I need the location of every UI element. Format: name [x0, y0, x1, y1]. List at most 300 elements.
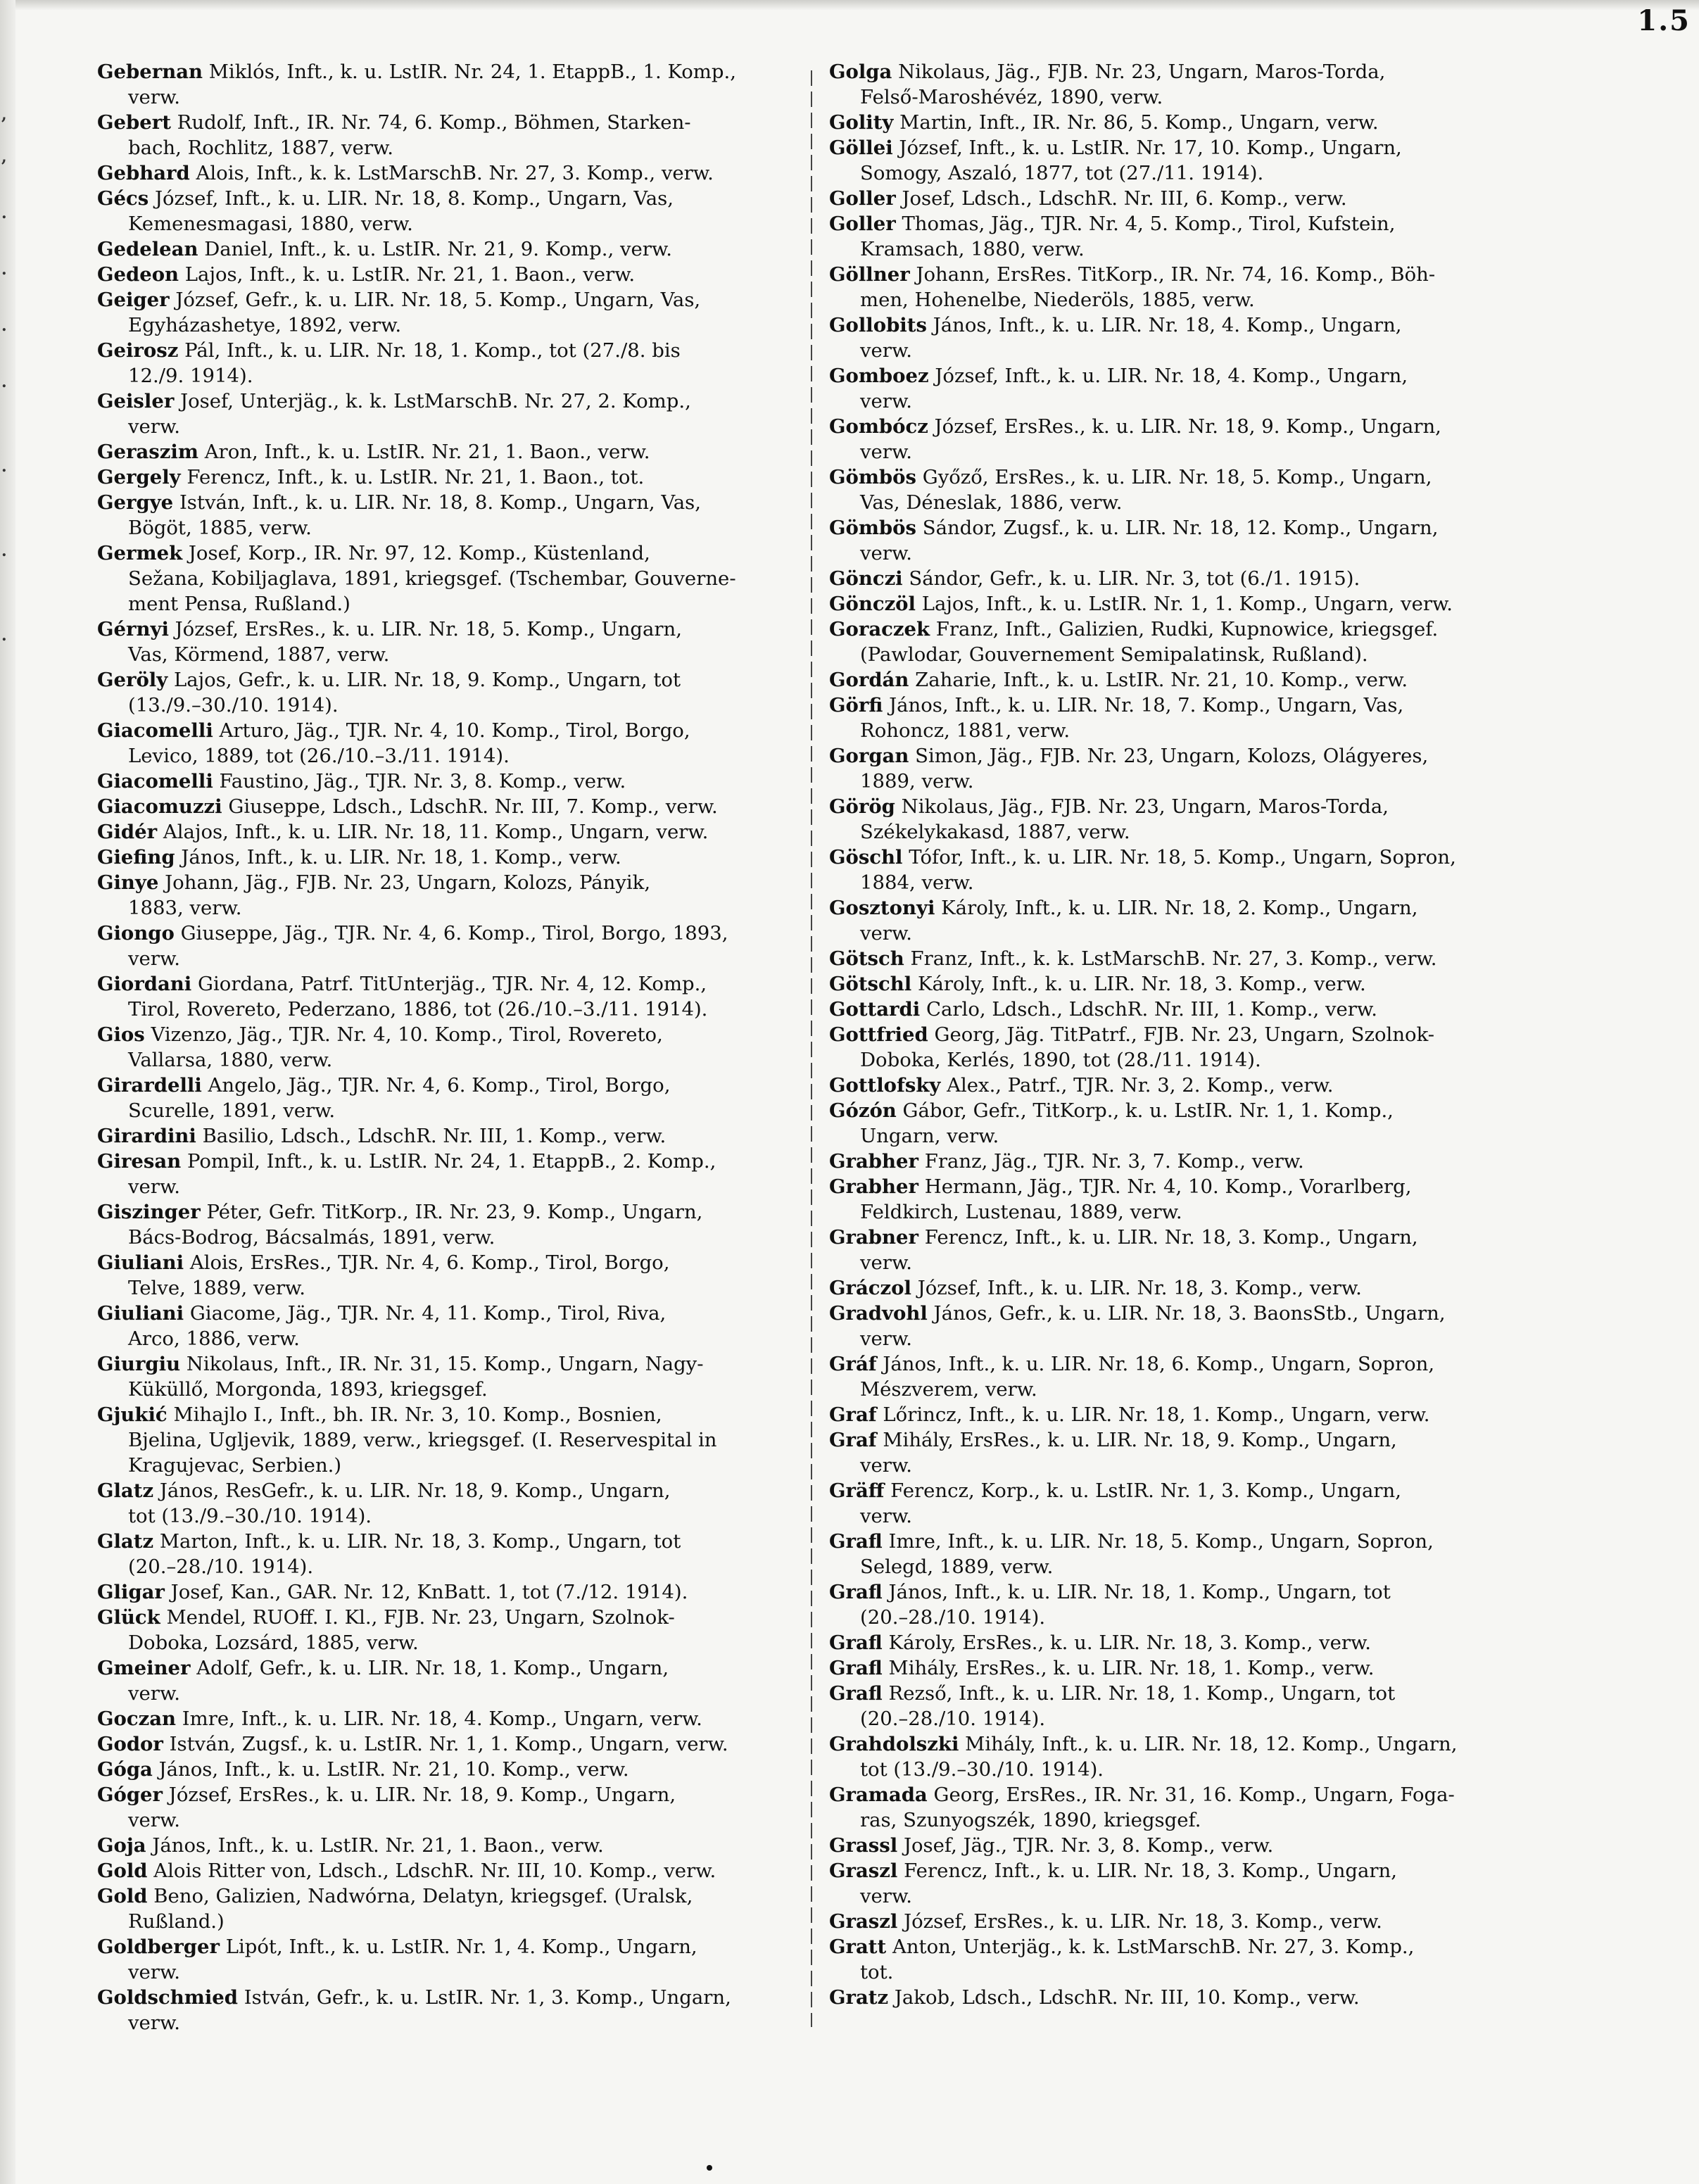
entry-surname: Germek [97, 542, 183, 564]
entry-first-line [829, 1478, 1533, 1503]
entry-first-line [829, 566, 1533, 591]
casualty-entry [829, 1149, 1533, 1174]
entry-surname: Giefing [97, 846, 175, 869]
casualty-entry [97, 490, 801, 541]
entry-surname: Gradvohl [829, 1302, 928, 1325]
entry-surname: Gedelean [97, 238, 198, 260]
entry-surname: Gligar [97, 1581, 165, 1603]
entry-text: János, ResGefr., k. u. LIR. Nr. 18, 9. Komp., Ungarn, [159, 1479, 671, 1502]
entry-surname: Gottfried [829, 1023, 928, 1046]
entry-continuation-line: Kramsach, 1880, verw. [860, 238, 1085, 260]
entry-text: Károly, Inft., k. u. LIR. Nr. 18, 2. Komp., Ungarn, [941, 897, 1418, 919]
entry-surname: Giacomelli [97, 770, 213, 793]
entry-continuation-line: verw. [860, 922, 912, 945]
entry-continuation-line: bach, Rochlitz, 1887, verw. [128, 137, 394, 159]
casualty-entry [829, 59, 1533, 110]
entry-continuation-line: Vas, Körmend, 1887, verw. [128, 643, 390, 666]
casualty-entry [97, 1833, 801, 1858]
entry-text: Josef, Korp., IR. Nr. 97, 12. Komp., Küstenland, [188, 542, 650, 564]
entry-surname: Gordán [829, 669, 909, 691]
entry-surname: Glück [97, 1606, 160, 1629]
entry-continuation-line: verw. [128, 415, 180, 438]
entry-first-line [97, 1605, 801, 1630]
casualty-entry [97, 110, 801, 160]
entry-first-line [97, 921, 801, 946]
entry-surname: Godor [97, 1733, 163, 1755]
entry-first-line [97, 769, 801, 794]
entry-continuation-line: tot. [860, 1961, 894, 1983]
casualty-entry [829, 667, 1533, 693]
entry-text: József, ErsRes., k. u. LIR. Nr. 18, 3. Komp., verw. [904, 1910, 1382, 1933]
casualty-entry [829, 845, 1533, 895]
casualty-entry [97, 1782, 801, 1833]
entry-continuation-line: Ungarn, verw. [860, 1125, 999, 1147]
entry-continuation-line: verw. [860, 1454, 912, 1477]
casualty-entry [97, 667, 801, 718]
casualty-entry [97, 1301, 801, 1351]
entry-text: Lőrincz, Inft., k. u. LIR. Nr. 18, 1. Komp., Ungarn, verw. [883, 1403, 1430, 1426]
entry-surname: Gergely [97, 466, 181, 488]
entry-surname: Goller [829, 187, 896, 210]
entry-surname: Gebert [97, 111, 171, 134]
entry-text: Alois Ritter von, Ldsch., LdschR. Nr. III, 10. Komp., verw. [153, 1860, 716, 1882]
entry-first-line [97, 1934, 801, 1959]
entry-continuation-line: 1883, verw. [128, 897, 242, 919]
entry-surname: Gergye [97, 491, 174, 514]
entry-text: István, Zugsf., k. u. LstIR. Nr. 1, 1. Komp., Ungarn, verw. [169, 1733, 728, 1755]
entry-continuation-line: ras, Szunyogszék, 1890, kriegsgef. [860, 1809, 1201, 1831]
entry-text: József, ErsRes., k. u. LIR. Nr. 18, 5. Komp., Ungarn, [175, 618, 682, 640]
entry-surname: Geisler [97, 390, 175, 412]
entry-surname: Giszinger [97, 1201, 201, 1223]
casualty-entry [829, 794, 1533, 845]
entry-surname: Golga [829, 61, 892, 83]
entry-first-line [829, 1579, 1533, 1605]
entry-continuation-line: Kemenesmagasi, 1880, verw. [128, 213, 413, 235]
entry-surname: Giacomuzzi [97, 795, 222, 818]
entry-continuation-line: (20.–28./10. 1914). [860, 1708, 1046, 1730]
entry-text: János, Inft., k. u. LIR. Nr. 18, 7. Komp., Ungarn, Vas, [889, 694, 1404, 717]
entry-surname: Graszl [829, 1910, 898, 1933]
entry-text: Nikolaus, Jäg., FJB. Nr. 23, Ungarn, Maros-Torda, [898, 61, 1386, 83]
casualty-entry [829, 895, 1533, 946]
entry-continuation-line: verw. [128, 1175, 180, 1198]
entry-surname: Grabher [829, 1150, 918, 1173]
gutter-mark: . [1, 626, 7, 645]
entry-continuation-line: Kragujevac, Serbien.) [128, 1454, 342, 1477]
entry-text: József, Gefr., k. u. LIR. Nr. 18, 5. Komp., Ungarn, Vas, [175, 289, 701, 311]
entry-text: Alois, ErsRes., TJR. Nr. 4, 6. Komp., Tirol, Borgo, [189, 1251, 670, 1274]
entry-surname: Girardelli [97, 1074, 202, 1097]
entry-continuation-line: verw. [860, 1251, 912, 1274]
casualty-entry [829, 1225, 1533, 1275]
entry-continuation-line: (20.–28./10. 1914). [128, 1555, 314, 1578]
entry-text: Georg, ErsRes., IR. Nr. 31, 16. Komp., Ungarn, Foga- [933, 1784, 1455, 1806]
entry-text: János, Inft., k. u. LIR. Nr. 18, 6. Komp., Ungarn, Sopron, [883, 1353, 1435, 1375]
casualty-entry [97, 870, 801, 921]
entry-surname: Giongo [97, 922, 175, 945]
entry-surname: Gombócz [829, 415, 928, 438]
entry-first-line [829, 1731, 1533, 1757]
casualty-entry [829, 363, 1533, 414]
entry-first-line [97, 845, 801, 870]
gutter-mark: , [1, 106, 7, 124]
entry-text: Franz, Jäg., TJR. Nr. 3, 7. Komp., verw. [924, 1150, 1304, 1173]
entry-text: István, Inft., k. u. LIR. Nr. 18, 8. Komp., Ungarn, Vas, [179, 491, 701, 514]
entry-text: Johann, ErsRes. TitKorp., IR. Nr. 74, 16. Komp., Böh- [916, 263, 1436, 286]
casualty-entry [97, 1351, 801, 1402]
casualty-entry [97, 1199, 801, 1250]
casualty-entry [97, 541, 801, 617]
casualty-entry [97, 1985, 801, 2035]
entry-first-line [829, 1909, 1533, 1934]
entry-first-line [829, 1529, 1533, 1554]
entry-first-line [829, 1073, 1533, 1098]
entry-text: Lajos, Inft., k. u. LstIR. Nr. 21, 1. Baon., verw. [184, 263, 636, 286]
entry-first-line [97, 1123, 801, 1149]
entry-surname: Gérnyi [97, 618, 169, 640]
casualty-entry [97, 971, 801, 1022]
entry-first-line [97, 667, 801, 693]
entry-surname: Grafl [829, 1530, 883, 1553]
gutter-marks [1, 0, 15, 2184]
entry-first-line [97, 1073, 801, 1098]
entry-surname: Grassl [829, 1834, 898, 1857]
entry-first-line [829, 262, 1533, 287]
entry-first-line [97, 1883, 801, 1909]
entry-first-line [97, 1757, 801, 1782]
entry-text: Jakob, Ldsch., LdschR. Nr. III, 10. Komp., verw. [894, 1986, 1360, 2009]
entry-surname: Grafl [829, 1631, 883, 1654]
entry-surname: Göschl [829, 846, 903, 869]
entry-surname: Gios [97, 1023, 145, 1046]
entry-text: Carlo, Ldsch., LdschR. Nr. III, 1. Komp., verw. [926, 998, 1377, 1021]
entry-text: János, Gefr., k. u. LIR. Nr. 18, 3. BaonsStb., Ungarn, [933, 1302, 1446, 1325]
entry-continuation-line: Egyházashetye, 1892, verw. [128, 314, 402, 336]
entry-surname: Graszl [829, 1860, 898, 1882]
entry-surname: Gorgan [829, 745, 909, 767]
entry-surname: Götsch [829, 947, 904, 970]
entry-text: Josef, Jäg., TJR. Nr. 3, 8. Komp., verw. [903, 1834, 1274, 1857]
casualty-entry [829, 1022, 1533, 1073]
casualty-entry [97, 1022, 801, 1073]
entry-continuation-line: Doboka, Kerlés, 1890, tot (28./11. 1914). [860, 1049, 1261, 1071]
entry-first-line [829, 1630, 1533, 1655]
entry-continuation-line: verw. [860, 390, 912, 412]
entry-surname: Grabner [829, 1226, 918, 1249]
entry-surname: Giacomelli [97, 719, 213, 742]
casualty-entry [829, 135, 1533, 186]
entry-first-line [97, 389, 801, 414]
entry-continuation-line: Bjelina, Ugljevik, 1889, verw., kriegsgef. (I. Reservespital in [128, 1429, 717, 1451]
entry-first-line [829, 313, 1533, 338]
entry-text: József, ErsRes., k. u. LIR. Nr. 18, 9. Komp., Ungarn, [168, 1784, 676, 1806]
entry-surname: Gratt [829, 1936, 887, 1958]
casualty-entry [97, 617, 801, 667]
entry-text: Thomas, Jäg., TJR. Nr. 4, 5. Komp., Tirol, Kufstein, [902, 213, 1396, 235]
entry-first-line [97, 1731, 801, 1757]
entry-first-line [829, 465, 1533, 490]
entry-first-line [829, 414, 1533, 439]
entry-text: Hermann, Jäg., TJR. Nr. 4, 10. Komp., Vorarlberg, [924, 1175, 1412, 1198]
entry-first-line [829, 1833, 1533, 1858]
entry-first-line [97, 1250, 801, 1275]
entry-continuation-line: verw. [860, 339, 912, 362]
entry-text: Károly, Inft., k. u. LIR. Nr. 18, 3. Komp., verw. [917, 973, 1366, 995]
casualty-entry [829, 186, 1533, 211]
entry-surname: Giuliani [97, 1251, 184, 1274]
entry-text: Basilio, Ldsch., LdschR. Nr. III, 1. Komp., verw. [202, 1125, 667, 1147]
casualty-entry [97, 236, 801, 262]
casualty-entry [97, 262, 801, 287]
entry-text: Angelo, Jäg., TJR. Nr. 4, 6. Komp., Tirol, Borgo, [208, 1074, 671, 1097]
entry-first-line [829, 946, 1533, 971]
casualty-entry [829, 313, 1533, 363]
entry-first-line [97, 1985, 801, 2010]
entry-surname: Giresan [97, 1150, 182, 1173]
casualty-entry [829, 1351, 1533, 1402]
entry-text: Lajos, Gefr., k. u. LIR. Nr. 18, 9. Komp., Ungarn, tot [174, 669, 681, 691]
casualty-entry [829, 1073, 1533, 1098]
entry-first-line [829, 1858, 1533, 1883]
casualty-entry [829, 693, 1533, 743]
entry-surname: Grahdolszki [829, 1733, 959, 1755]
casualty-entry [97, 819, 801, 845]
entry-first-line [829, 1655, 1533, 1681]
entry-continuation-line: Vallarsa, 1880, verw. [128, 1049, 333, 1071]
casualty-entry [829, 997, 1533, 1022]
casualty-entry [829, 1909, 1533, 1934]
casualty-entry [97, 465, 801, 490]
entry-surname: Gratz [829, 1986, 889, 2009]
casualty-entry [97, 1655, 801, 1706]
entry-text: József, Inft., k. u. LstIR. Nr. 17, 10. Komp., Ungarn, [899, 137, 1402, 159]
entry-surname: Gebernan [97, 61, 203, 83]
entry-surname: Gécs [97, 187, 149, 210]
entry-text: Gábor, Gefr., TitKorp., k. u. LstIR. Nr. 1, 1. Komp., [902, 1099, 1394, 1122]
entry-first-line [829, 363, 1533, 389]
casualty-entry [97, 1402, 801, 1478]
entry-text: Daniel, Inft., k. u. LstIR. Nr. 21, 9. Komp., verw. [204, 238, 672, 260]
entry-surname: Goller [829, 213, 896, 235]
entry-surname: Glatz [97, 1479, 154, 1502]
entry-first-line [829, 1681, 1533, 1706]
entry-surname: Gózón [829, 1099, 897, 1122]
casualty-entry [97, 845, 801, 870]
entry-first-line [97, 870, 801, 895]
casualty-entry [97, 1073, 801, 1123]
entry-first-line [829, 110, 1533, 135]
entry-text: Alois, Inft., k. k. LstMarschB. Nr. 27, 3. Komp., verw. [196, 162, 714, 184]
entry-first-line [97, 59, 801, 84]
entry-continuation-line: Arco, 1886, verw. [128, 1327, 300, 1350]
gutter-mark: , [1, 148, 7, 166]
entry-text: József, Inft., k. u. LIR. Nr. 18, 4. Komp., Ungarn, [935, 365, 1408, 387]
casualty-entry [829, 1681, 1533, 1731]
casualty-entry [97, 1858, 801, 1883]
casualty-entry [829, 1301, 1533, 1351]
entry-text: József, Inft., k. u. LIR. Nr. 18, 3. Komp., verw. [917, 1277, 1362, 1299]
entry-first-line [97, 541, 801, 566]
entry-surname: Giordani [97, 973, 192, 995]
casualty-entry [829, 414, 1533, 465]
entry-continuation-line: Bögöt, 1885, verw. [128, 517, 312, 539]
casualty-entry [829, 1427, 1533, 1478]
casualty-entry [97, 1883, 801, 1934]
casualty-entry [829, 946, 1533, 971]
entry-continuation-line: Doboka, Lozsárd, 1885, verw. [128, 1631, 419, 1654]
entry-text: Nikolaus, Inft., IR. Nr. 31, 15. Komp., Ungarn, Nagy- [186, 1353, 704, 1375]
entry-surname: Grafl [829, 1657, 883, 1679]
casualty-entry [97, 186, 801, 236]
entry-continuation-line: Somogy, Aszaló, 1877, tot (27./11. 1914). [860, 162, 1264, 184]
casualty-entry [97, 1706, 801, 1731]
entry-text: János, Inft., k. u. LIR. Nr. 18, 4. Komp., Ungarn, [933, 314, 1402, 336]
entry-surname: Göllei [829, 137, 893, 159]
entry-text: Imre, Inft., k. u. LIR. Nr. 18, 4. Komp., Ungarn, verw. [182, 1708, 702, 1730]
entry-surname: Gottardi [829, 998, 921, 1021]
entry-text: Georg, Jäg. TitPatrf., FJB. Nr. 23, Ungarn, Szolnok- [934, 1023, 1435, 1046]
gutter-mark: . [1, 457, 7, 476]
entry-continuation-line: (Pawlodar, Gouvernement Semipalatinsk, Rußland). [860, 643, 1368, 666]
entry-surname: Gräff [829, 1479, 885, 1502]
casualty-entry [829, 1529, 1533, 1579]
entry-first-line [829, 1782, 1533, 1807]
entry-text: Sándor, Gefr., k. u. LIR. Nr. 3, tot (6./1. 1915). [909, 567, 1360, 590]
entry-text: Josef, Ldsch., LdschR. Nr. III, 6. Komp., verw. [902, 187, 1347, 210]
entry-surname: Gebhard [97, 162, 190, 184]
entry-surname: Gold [97, 1885, 148, 1907]
entry-continuation-line: 12./9. 1914). [128, 365, 253, 387]
entry-text: Josef, Unterjäg., k. k. LstMarschB. Nr. 27, 2. Komp., [180, 390, 691, 412]
entry-first-line [97, 1782, 801, 1807]
entry-first-line [829, 794, 1533, 819]
entry-text: Giuseppe, Ldsch., LdschR. Nr. III, 7. Komp., verw. [228, 795, 718, 818]
column-divider [811, 70, 812, 2027]
entry-continuation-line: verw. [860, 542, 912, 564]
entry-continuation-line: Rohoncz, 1881, verw. [860, 719, 1070, 742]
entry-surname: Goraczek [829, 618, 930, 640]
bottom-mark [707, 2165, 712, 2171]
entry-surname: Grafl [829, 1581, 883, 1603]
entry-text: Aron, Inft., k. u. LstIR. Nr. 21, 1. Baon., verw. [204, 441, 650, 463]
entry-first-line [97, 1351, 801, 1377]
entry-text: Marton, Inft., k. u. LIR. Nr. 18, 3. Komp., Ungarn, tot [159, 1530, 681, 1553]
entry-continuation-line: verw. [860, 1505, 912, 1527]
casualty-entry [829, 110, 1533, 135]
entry-surname: Gjukić [97, 1403, 168, 1426]
entry-surname: Ginye [97, 871, 159, 894]
gutter-mark: . [1, 260, 7, 279]
entry-surname: Goldberger [97, 1936, 220, 1958]
gutter-mark: . [1, 542, 7, 560]
casualty-entry [97, 59, 801, 110]
casualty-entry [829, 465, 1533, 515]
entry-surname: Gömbös [829, 517, 916, 539]
entry-surname: Geröly [97, 669, 168, 691]
casualty-entry [829, 1655, 1533, 1681]
entry-first-line [97, 1149, 801, 1174]
entry-continuation-line: Bács-Bodrog, Bácsalmás, 1891, verw. [128, 1226, 495, 1249]
entry-continuation-line: tot (13./9.–30./10. 1914). [128, 1505, 372, 1527]
entry-first-line [829, 1427, 1533, 1453]
entry-first-line [97, 439, 801, 465]
casualty-entry [97, 1605, 801, 1655]
casualty-entry [97, 389, 801, 439]
entry-continuation-line: Levico, 1889, tot (26./10.–3./11. 1914). [128, 745, 510, 767]
casualty-entry [829, 591, 1533, 617]
entry-text: Rudolf, Inft., IR. Nr. 74, 6. Komp., Böhmen, Starken- [177, 111, 691, 134]
casualty-entry [97, 769, 801, 794]
entry-first-line [97, 1199, 801, 1225]
entry-surname: Grabher [829, 1175, 918, 1198]
entry-continuation-line: Sežana, Kobiljaglava, 1891, kriegsgef. (Tschembar, Gouverne- [128, 567, 736, 590]
entry-continuation-line: (13./9.–30./10. 1914). [128, 694, 339, 717]
casualty-entry [97, 1478, 801, 1529]
entry-first-line [829, 1351, 1533, 1377]
casualty-entry [97, 794, 801, 819]
entry-first-line [829, 1098, 1533, 1123]
entry-first-line [829, 617, 1533, 642]
entry-continuation-line: verw. [128, 1682, 180, 1705]
casualty-entry [97, 1123, 801, 1149]
casualty-entry [829, 1275, 1533, 1301]
entry-text: Ferencz, Inft., k. u. LstIR. Nr. 21, 1. Baon., tot. [187, 466, 645, 488]
casualty-entry [97, 1757, 801, 1782]
entry-text: Franz, Inft., k. k. LstMarschB. Nr. 27, 3. Komp., verw. [910, 947, 1437, 970]
entry-text: Mihajlo I., Inft., bh. IR. Nr. 3, 10. Komp., Bosnien, [173, 1403, 662, 1426]
entry-text: Giacome, Jäg., TJR. Nr. 4, 11. Komp., Tirol, Riva, [189, 1302, 667, 1325]
entry-first-line [829, 743, 1533, 769]
entry-first-line [829, 186, 1533, 211]
entry-first-line [829, 971, 1533, 997]
entry-first-line [829, 1225, 1533, 1250]
entry-continuation-line: 1884, verw. [860, 871, 974, 894]
entry-surname: Gottlofsky [829, 1074, 941, 1097]
casualty-entry [829, 1985, 1533, 2010]
entry-surname: Geirosz [97, 339, 179, 362]
casualty-entry [829, 1174, 1533, 1225]
entry-first-line [97, 1706, 801, 1731]
entry-first-line [97, 338, 801, 363]
entry-first-line [97, 287, 801, 313]
entry-continuation-line: verw. [860, 1885, 912, 1907]
entry-surname: Graf [829, 1429, 877, 1451]
entry-text: János, Inft., k. u. LIR. Nr. 18, 1. Komp., verw. [181, 846, 621, 869]
casualty-entry [829, 971, 1533, 997]
entry-continuation-line: Küküllő, Morgonda, 1893, kriegsgef. [128, 1378, 488, 1401]
entry-surname: Gramada [829, 1784, 928, 1806]
casualty-entry [829, 515, 1533, 566]
entry-first-line [829, 693, 1533, 718]
entry-text: Miklós, Inft., k. u. LstIR. Nr. 24, 1. EtappB., 1. Komp., [208, 61, 736, 83]
entry-text: Nikolaus, Jäg., FJB. Nr. 23, Ungarn, Maros-Torda, [901, 795, 1389, 818]
entry-text: Tófor, Inft., k. u. LIR. Nr. 18, 5. Komp., Ungarn, Sopron, [909, 846, 1456, 869]
entry-text: János, Inft., k. u. LIR. Nr. 18, 1. Komp., Ungarn, tot [888, 1581, 1391, 1603]
casualty-entry [829, 1782, 1533, 1833]
entry-continuation-line: Selegd, 1889, verw. [860, 1555, 1054, 1578]
casualty-entry [97, 439, 801, 465]
entry-surname: Góger [97, 1784, 163, 1806]
entry-text: Ferencz, Inft., k. u. LIR. Nr. 18, 3. Komp., Ungarn, [924, 1226, 1418, 1249]
entry-first-line [829, 59, 1533, 84]
entry-continuation-line: Mészverem, verw. [860, 1378, 1037, 1401]
entry-text: Lipót, Inft., k. u. LstIR. Nr. 1, 4. Komp., Ungarn, [225, 1936, 697, 1958]
entry-first-line [97, 160, 801, 186]
entry-text: Giuseppe, Jäg., TJR. Nr. 4, 6. Komp., Tirol, Borgo, 1893, [180, 922, 728, 945]
entry-text: Faustino, Jäg., TJR. Nr. 3, 8. Komp., verw. [219, 770, 626, 793]
entry-continuation-line: verw. [128, 1809, 180, 1831]
